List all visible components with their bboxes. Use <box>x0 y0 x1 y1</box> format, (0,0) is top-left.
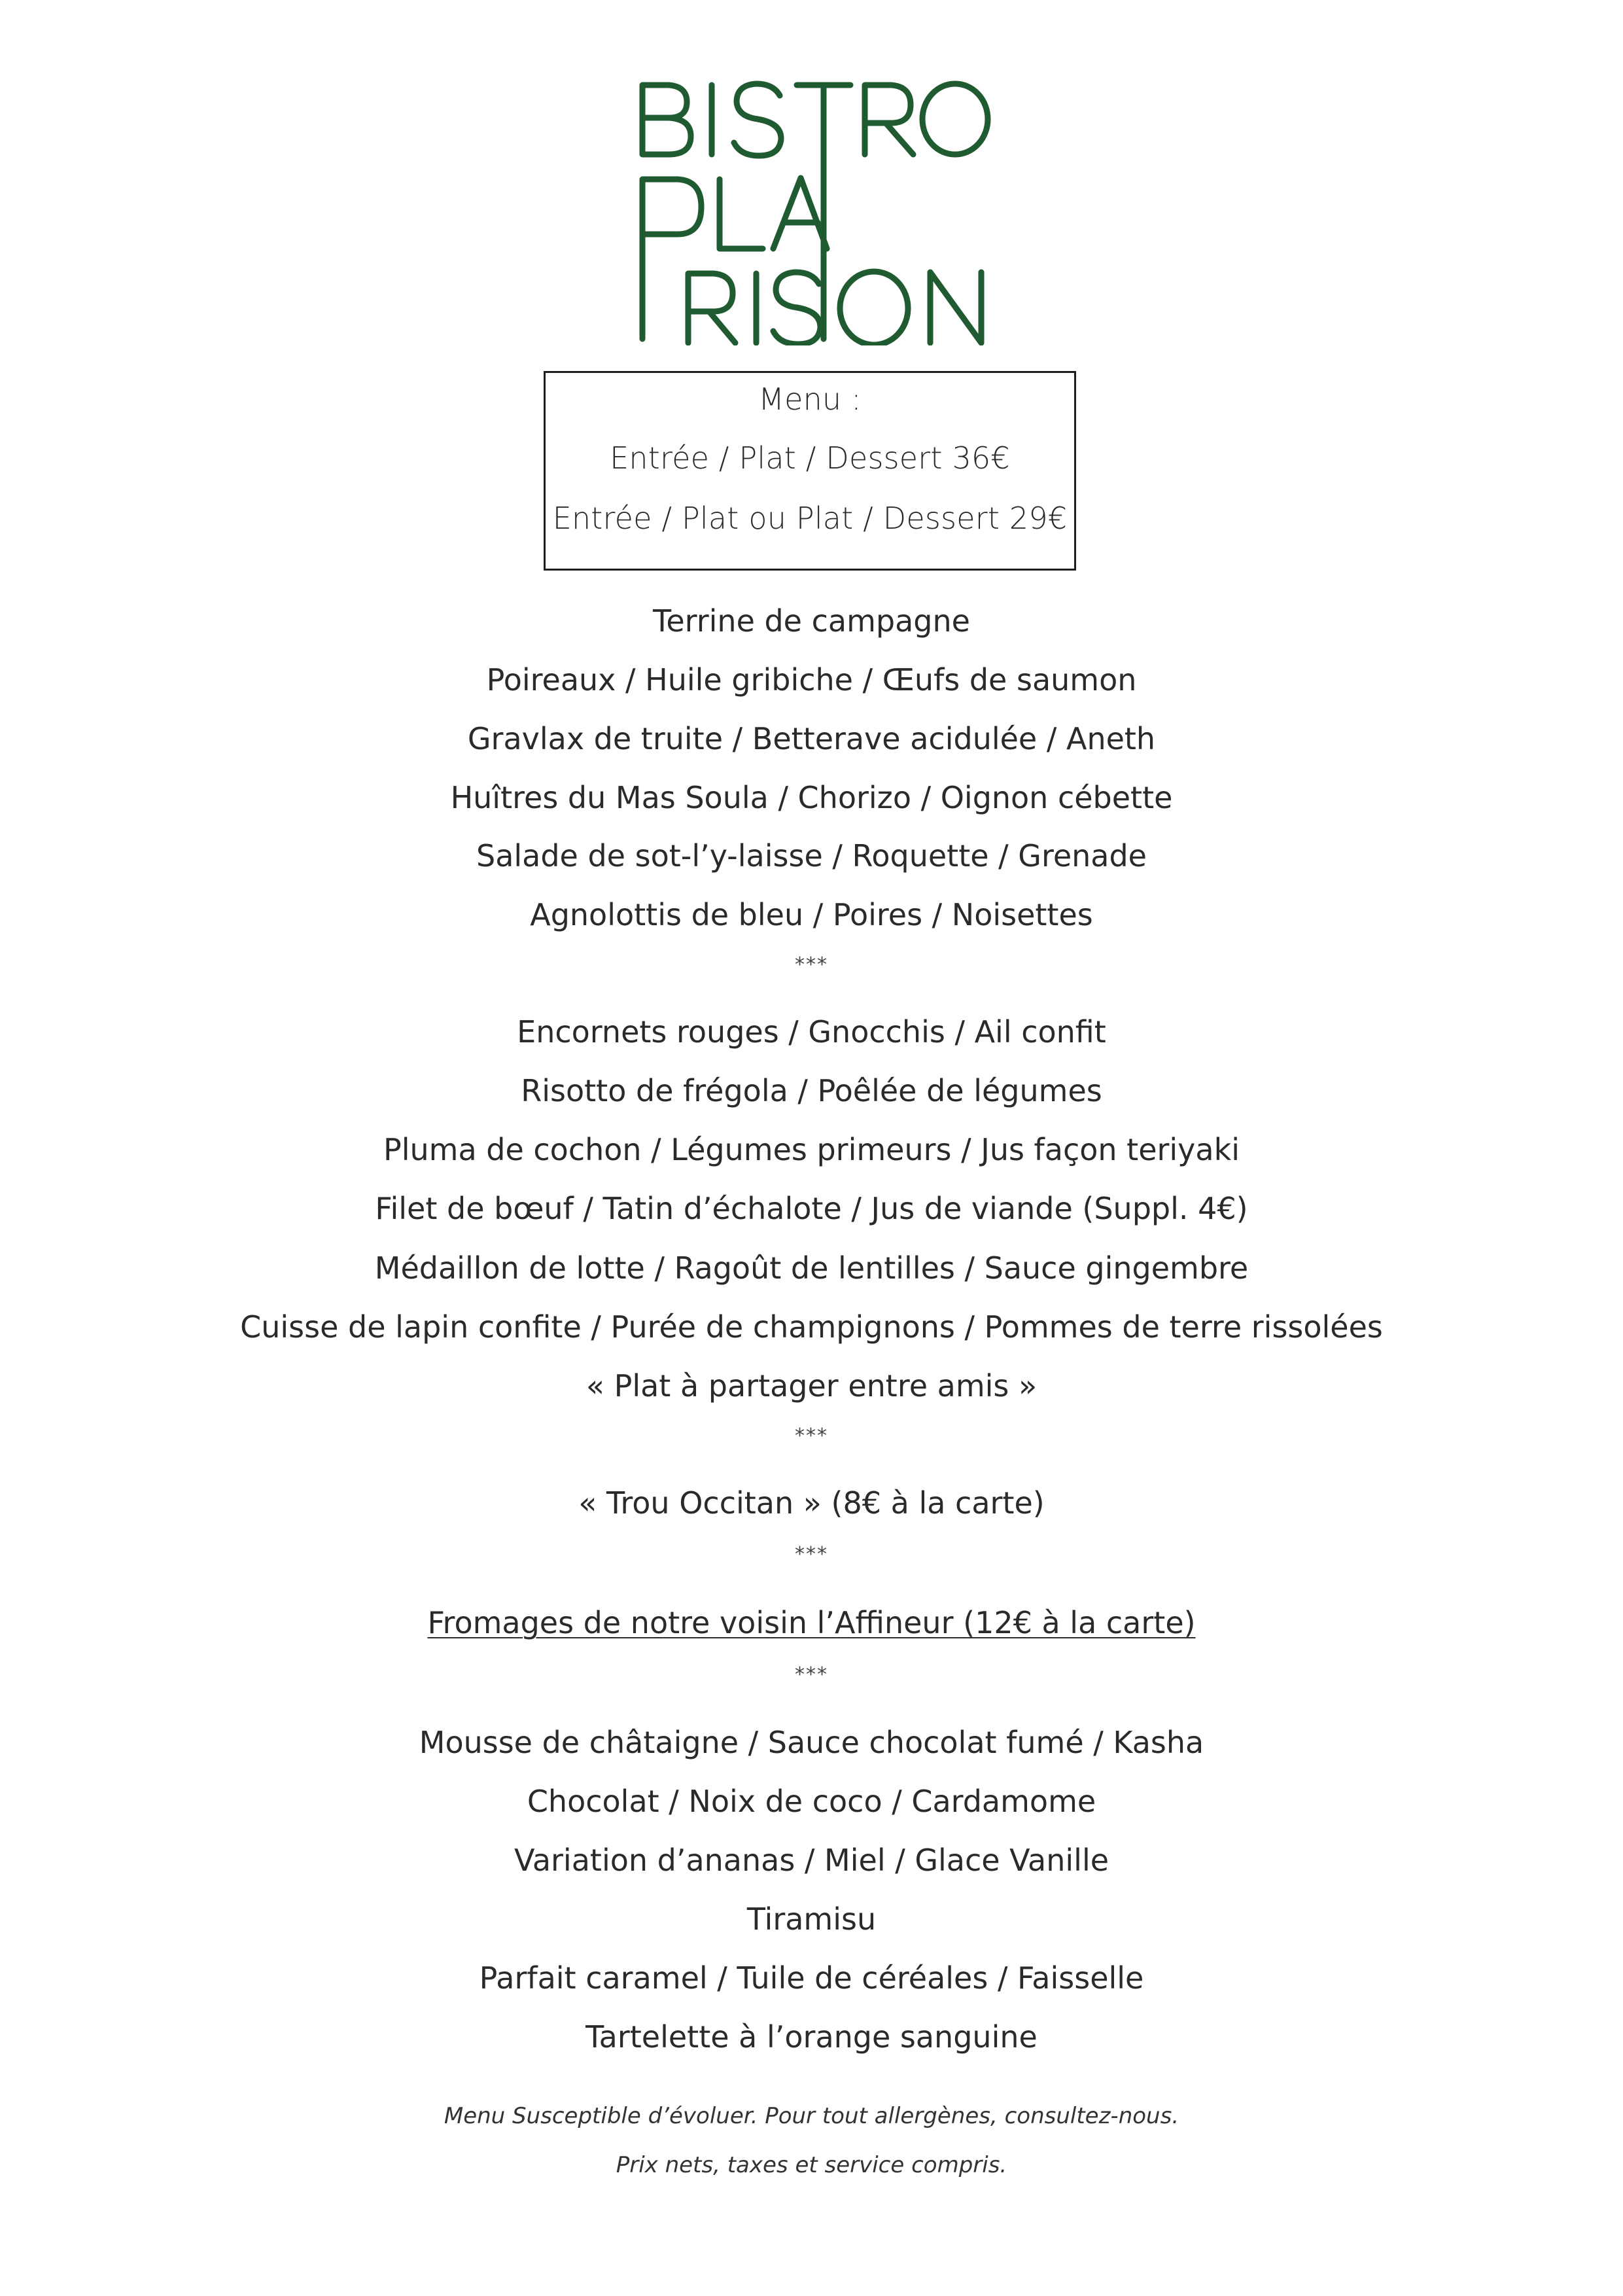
main-item: Médaillon de lotte / Ragoût de lentilles / Sauce gingembre <box>374 1250 1249 1286</box>
dessert-item: Tartelette à l’orange sanguine <box>585 2019 1038 2055</box>
main-item: Filet de bœuf / Tatin d’échalote / Jus de viande (Suppl. 4€) <box>375 1191 1248 1226</box>
section-separator: *** <box>795 1543 828 1566</box>
bistro-logo-mark <box>628 77 994 345</box>
menu-price-box <box>544 371 1076 571</box>
allergen-note: Menu Susceptible d’évoluer. Pour tout allergènes, consultez-nous. <box>444 2103 1179 2129</box>
menu-formula-three-courses: Entrée / Plat / Dessert 36€ <box>610 440 1010 476</box>
main-item: Cuisse de lapin confite / Purée de champignons / Pommes de terre rissolées <box>240 1309 1383 1345</box>
starter-item: Salade de sot-l’y-laisse / Roquette / Grenade <box>476 838 1147 874</box>
menu-formula-two-courses: Entrée / Plat ou Plat / Dessert 29€ <box>552 501 1068 536</box>
main-item: Pluma de cochon / Légumes primeurs / Jus façon teriyaki <box>383 1132 1240 1167</box>
dessert-item: Parfait caramel / Tuile de céréales / Faisselle <box>479 1960 1144 1996</box>
trou-occitan: « Trou Occitan » (8€ à la carte) <box>578 1485 1045 1521</box>
main-item: Encornets rouges / Gnocchis / Ail confit <box>517 1014 1106 1050</box>
dessert-item: Mousse de châtaigne / Sauce chocolat fumé / Kasha <box>419 1725 1204 1760</box>
starter-item: Huîtres du Mas Soula / Chorizo / Oignon cébette <box>450 780 1173 815</box>
bistro-logo <box>628 77 994 345</box>
starter-item: Gravlax de truite / Betterave acidulée / Aneth <box>467 721 1156 756</box>
section-separator: *** <box>795 1663 828 1686</box>
dessert-item: Variation d’ananas / Miel / Glace Vanille <box>514 1843 1109 1878</box>
menu-box-title: Menu : <box>758 381 862 417</box>
section-separator: *** <box>795 953 828 976</box>
starter-item: Poireaux / Huile gribiche / Œufs de saumon <box>486 662 1137 698</box>
starter-item: Terrine de campagne <box>653 603 970 639</box>
section-separator: *** <box>795 1424 828 1447</box>
dessert-item: Tiramisu <box>746 1901 877 1937</box>
cheese-course-label: Fromages de notre voisin l’Affineur (12€ à la carte) <box>427 1605 1196 1640</box>
price-note: Prix nets, taxes et service compris. <box>616 2152 1007 2178</box>
starter-item: Agnolottis de bleu / Poires / Noisettes <box>530 897 1093 932</box>
dessert-item: Chocolat / Noix de coco / Cardamome <box>527 1784 1096 1819</box>
main-item: « Plat à partager entre amis » <box>585 1368 1038 1404</box>
cheese-course <box>0 1603 1623 1642</box>
main-item: Risotto de frégola / Poêlée de légumes <box>521 1073 1102 1108</box>
